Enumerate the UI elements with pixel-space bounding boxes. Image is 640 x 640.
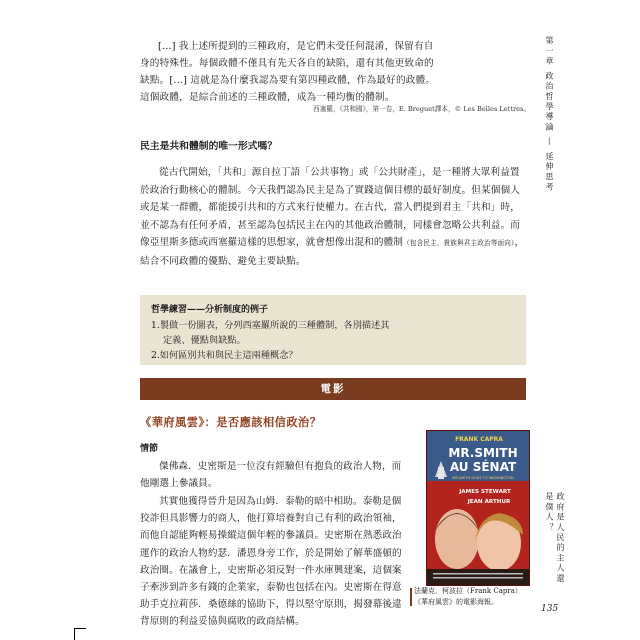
main-paragraph-text: 從古代開始，「共和」源自拉丁語「公共事物」或「公共財產」，是一種將大眾利益置於政治行動核心的體制。今天我們認為民主是為了實踐這個目標的最好制度。但某個個人或是某一群體，都能援引共和的方式來行使權力。在古代，當人們提到君主「共和」時，並不認為有任何矛盾，甚至認為包括民主在內的其他政治體制，同樣會忽略公共利益。而像亞里斯多德或西塞羅這樣的思想家，就會想像出混和的體制 <box>140 167 521 248</box>
exercise-item-1: 1.製做一份圖表，分列西塞羅所說的三種體制，各別描述其 <box>151 320 390 331</box>
film-paragraph-2: 其實他獲得晉升是因為山姆．泰勒的暗中相助。泰勒是個狡詐但具影響力的商人，他打算培養對自己有利的政治領袖，而他自認能夠輕易操縱這個年輕的參議員。史密斯在熟悉政治運作的政治人物約瑟．潘恩身旁工作，於是開始了解華盛頓的政治圈。在議會上，史密斯必須反對一件水庫興建案，這個案子牽涉到許多有錢的企業家，泰勒也包括在內。史密斯在得意助手克拉莉莎．桑德絲的協助下，得以堅守原則，揭發幕後違背原則的利益妥協與腐敗的政商結構。 <box>140 496 402 628</box>
section-heading: 民主是共和體制的唯一形式嗎？ <box>140 141 278 152</box>
movie-poster <box>426 430 530 586</box>
chapter-running-head: 第一章 政治哲學導論 — 延伸思考 <box>545 36 555 193</box>
quote-citation: 西塞羅，《共和國》，第一卷，E. Breguet譯本，© Les Belles Lettres。 <box>313 105 530 113</box>
poster-director: FRANK CAPRA <box>455 436 503 443</box>
poster-subtitle: MR.SMITH GOES TO WASHINGTON <box>452 476 514 480</box>
side-question: 政府是人民的主人還是僕人？ <box>545 492 566 584</box>
film-paragraph-1: 傑佛森．史密斯是一位沒有經驗但有抱負的政治人物，而他剛選上參議員。 <box>140 461 402 490</box>
caption-bar <box>410 588 412 606</box>
poster-actor-2: JEAN ARTHUR <box>467 499 511 505</box>
film-title: 《華府風雲》：是否應該相信政治？ <box>140 415 322 429</box>
poster-title-line2: AU SÉNAT <box>449 460 517 474</box>
cicero-quote: […] 我上述所提到的三種政府，是它們未受任何混淆，保留有自身的特殊性。每個政體不僅具有先天各自的缺陷，還有其他更致命的缺點。[…] 這就是為什麼我認為要有第四種政體，作為最好的政體。這個政體，是綜合前述的三種政體，成為一種均衡的體制。 <box>140 41 436 103</box>
main-paragraph-note: （包含民主、貴族與君主政治等面向） <box>403 239 515 247</box>
poster-title-line1: MR.SMITH <box>448 446 518 460</box>
exercise-item-2: 2.如何區別共和與民主這兩種概念？ <box>151 350 298 361</box>
film-section-label: 電影 <box>320 383 346 395</box>
crop-mark <box>74 628 86 629</box>
main-paragraph-end: ，結合不同政體的優點、避免主要缺點。 <box>140 237 525 267</box>
plot-label: 情節 <box>140 444 159 454</box>
exercise-title: 哲學練習——分析制度的例子 <box>151 305 269 315</box>
exercise-item-1-cont: 定義、優點與缺點。 <box>163 335 246 346</box>
crop-mark <box>74 628 75 640</box>
poster-actor-1: JAMES STEWART <box>459 489 511 495</box>
poster-caption: 法蘭克．柯波拉（Frank Capra）《華府風雲》的電影海報。 <box>414 587 522 606</box>
film-section-bar <box>140 378 526 400</box>
page-number: 135 <box>541 604 559 614</box>
poster-artwork <box>427 431 529 585</box>
main-paragraph <box>140 164 525 270</box>
